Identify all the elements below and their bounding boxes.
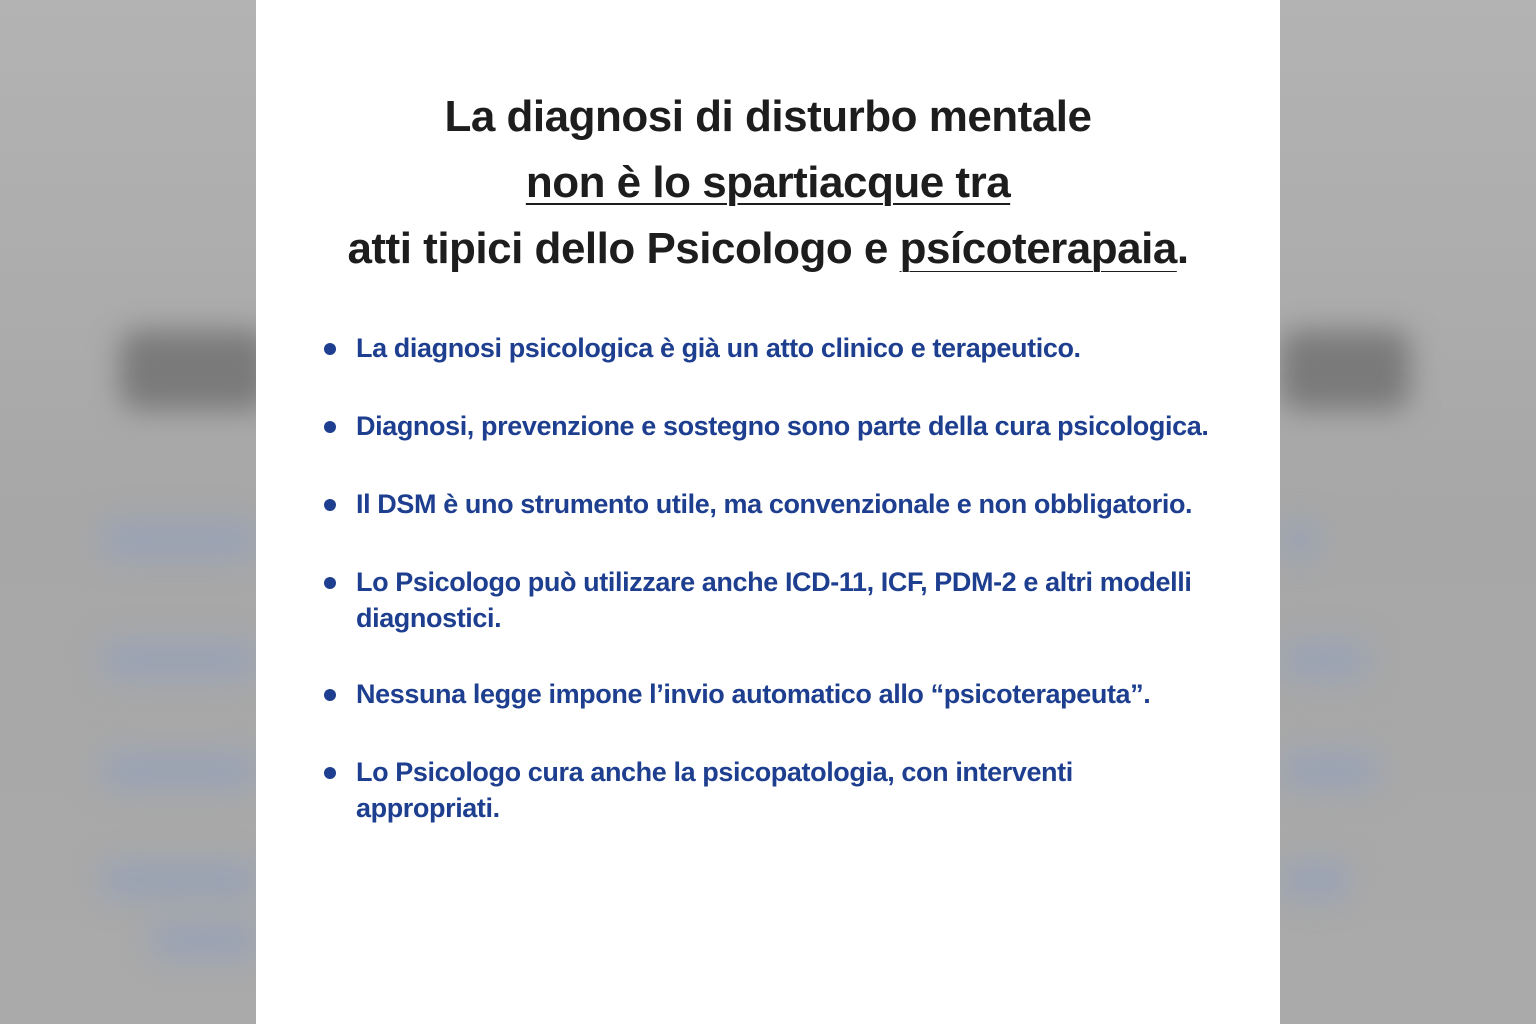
bullet-text: Nessuna legge impone l’invio automatico allo “psicoterapeuta”. [356, 679, 1151, 709]
content-card [256, 0, 1280, 1024]
blurred-shape [100, 520, 260, 560]
bullet-item [322, 564, 1222, 636]
blurred-shape [100, 750, 260, 790]
bullet-item [322, 754, 1222, 826]
bullet-dot-icon [324, 499, 336, 511]
bullet-item [322, 486, 1222, 522]
headline-line-2-underlined: non è lo spartiacque tra [525, 158, 1011, 207]
headline-line-2 [256, 150, 1280, 216]
headline-line-3-end: . [1176, 224, 1189, 273]
headline-line-3-underlined: psícoterapaia [899, 224, 1177, 273]
headline-line-1: La diagnosi di disturbo mentale [444, 92, 1092, 141]
blurred-shape [1280, 860, 1350, 900]
bullet-text: Lo Psicologo cura anche la psicopatologia, con interventi appropriati. [356, 757, 1073, 823]
bullet-dot-icon [324, 421, 336, 433]
blurred-shape [120, 330, 270, 410]
headline-line-3 [256, 216, 1280, 282]
blurred-shape [1280, 750, 1380, 790]
bullet-list [322, 330, 1222, 868]
blurred-shape [1280, 520, 1320, 560]
blurred-shape [1280, 330, 1410, 410]
bullet-item [322, 408, 1222, 444]
blurred-shape [100, 640, 260, 680]
headline [256, 84, 1280, 282]
bullet-item [322, 330, 1222, 366]
bullet-text: La diagnosi psicologica è già un atto clinico e terapeutico. [356, 333, 1081, 363]
bullet-text: Il DSM è uno strumento utile, ma convenzionale e non obbligatorio. [356, 489, 1193, 519]
bullet-dot-icon [324, 343, 336, 355]
blurred-shape [1280, 640, 1370, 680]
bullet-dot-icon [324, 577, 336, 589]
bullet-text: Lo Psicologo può utilizzare anche ICD-11, ICF, PDM-2 e altri modelli diagnostici. [356, 567, 1192, 633]
bullet-text: Diagnosi, prevenzione e sostegno sono parte della cura psicologica. [356, 411, 1209, 441]
blurred-shape [100, 860, 260, 900]
headline-line-3-start: atti tipici dello Psicologo e [347, 224, 900, 273]
blurred-shape [150, 920, 260, 960]
bullet-dot-icon [324, 689, 336, 701]
bullet-item [322, 676, 1222, 712]
bullet-dot-icon [324, 767, 336, 779]
